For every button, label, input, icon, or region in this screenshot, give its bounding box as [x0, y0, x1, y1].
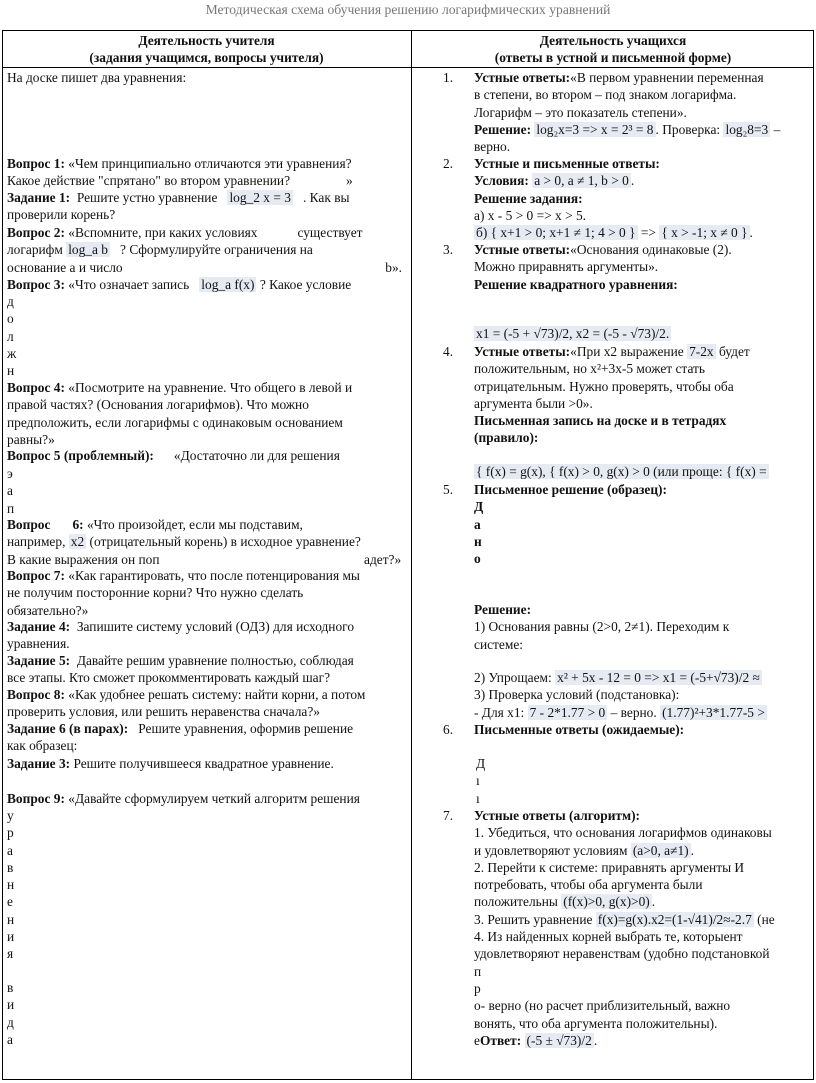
question-1: Вопрос 1: «Чем принципиально отличаются эти уравнения? Какое действие "спрятано" во втором уравнении? »: [7, 156, 353, 189]
student-column-header: [412, 32, 814, 66]
question-8: Вопрос 8: «Как удобнее решать систему: найти корни, а потом проверить условия, или решить неравенства сначала?»: [7, 687, 366, 720]
question-3: Вопрос 3: «Что означает запись log_a f(x) ? Какое условие: [7, 277, 352, 292]
answer-3-number: 3.: [443, 242, 454, 257]
answer-4: Устные ответы:«При x2 выражение 7-2x будет положительным, но x²+3x-5 может стать отрицательным. Нужно проверять, чтобы оба аргумента были >0». Письменная запись на доске и в тетрадях (правило):: [474, 344, 750, 446]
question-2-equation: log_a b: [68, 242, 108, 258]
teacher-header-subtitle: (задания учащимся, вопросы учителя): [89, 50, 324, 65]
answer-5-number: 5.: [443, 482, 454, 497]
answer-1-number: 1.: [443, 70, 454, 85]
answer-5-solution: Решение: 1) Основания равны (2>0, 2≠1). Переходим к системе:: [474, 602, 730, 652]
answer-7-number: 7.: [443, 808, 454, 823]
answer-4-number: 4.: [443, 344, 454, 359]
answer-7: Устные ответы (алгоритм): 1. Убедиться, что основания логарифмов одинаковы и удовлетворяют условиям (a>0, a≠1) . 2. Перейти к системе: приравнять аргументы И потребовать, чтобы оба аргумента были положительны (f(x)>0, g(x)>0) . 3. Решить уравнение f(x)=g(x).x2=(1-√41)/2≈-2.7 (не 4. Из найденных корней выбрать те, которыент удовлетворяют неравенствам (удобно подстановкой п р о- верно (но расчет приблизительный, важно вонять, что оба аргумента положительны). еОтвет: (-5 ± √73)/2 .: [474, 808, 775, 1048]
task-6: Задание 6 (в парах): Решите уравнения, оформив решение как образец:: [7, 721, 354, 754]
student-header-subtitle: (ответы в устной и письменной форме): [494, 50, 732, 65]
question-2: Вопрос 2: «Вспомните, при каких условиях существует логарифм log_a b ? Сформулируйте ограничения на основание a и число b».: [7, 225, 402, 275]
answer-1: Устные ответы:«В первом уравнении переменная в степени, во втором – под знаком логарифма. Логарифм – это показатель степени». Решение: log₂x=3 => x = 2³ = 8 . Проверка: log₂8=3 – верно.: [474, 70, 781, 155]
answer-2-number: 2.: [443, 156, 454, 171]
task-1: Задание 1: Решите устно уравнение log_2 x = 3 . Как вы проверили корень?: [7, 190, 350, 223]
teacher-column-header: [2, 32, 411, 66]
question-9: Вопрос 9: «Давайте сформулируем четкий алгоритм решения: [7, 791, 360, 806]
teacher-header-title: Деятельность учителя: [138, 33, 275, 48]
answer-6: Письменные ответы (ожидаемые):: [474, 722, 685, 737]
task-3: Задание 3: Решите получившееся квадратное уравнение.: [7, 756, 334, 771]
answer-6-vertical-text: Д ı ı: [476, 756, 486, 806]
answer-2: Устные и письменные ответы: Условия: a > 0, a ≠ 1, b > 0 . Решение задания: а) x - 5 > 0 => x > 5. б) { x+1 > 0; x+1 ≠ 1; 4 > 0 } => { x > -1; x ≠ 0 } .: [474, 156, 753, 241]
answer-3-roots: x1 = (-5 + √73)/2, x2 = (-5 - √73)/2.: [476, 326, 670, 341]
task-1-equation: log_2 x = 3: [229, 190, 291, 205]
answer-6-number: 6.: [443, 722, 454, 737]
page-title: Методическая схема обучения решению логарифмических уравнений: [205, 2, 611, 17]
column-divider: [411, 30, 412, 1080]
answer-5: Письменное решение (образец): Д а н о: [474, 482, 667, 567]
question-7: Вопрос 7: «Как гарантировать, что после потенцирования мы не получим посторонние корни? Что нужно сделать обязательно?»: [7, 568, 360, 618]
question-9-vertical-text-2: в и д а: [7, 980, 15, 1047]
question-5-vertical-text: э а п: [7, 466, 15, 516]
question-3-vertical-text: д о л ж н: [7, 294, 17, 379]
answer-3: Устные ответы:«Основания одинаковые (2). Можно приравнять аргументы». Решение квадратного уравнения:: [474, 242, 732, 292]
question-6-root: x2: [70, 534, 85, 550]
student-header-title: Деятельность учащихся: [539, 33, 687, 48]
task-4: Задание 4: Запишите систему условий (ОДЗ) для исходного уравнения.: [7, 619, 355, 652]
board-equations-text: На доске пишет два уравнения:: [7, 70, 187, 85]
question-9-vertical-text: у р а в н е н и я: [7, 808, 15, 962]
answer-4-rule: { f(x) = g(x), { f(x) > 0, g(x) > 0 (или проще: { f(x) =: [476, 464, 767, 479]
task-5: Задание 5: Давайте решим уравнение полностью, соблюдая все этапы. Кто сможет прокомментировать каждый шаг?: [7, 653, 354, 686]
header-divider: [2, 67, 814, 68]
question-5: Вопрос 5 (проблемный): «Достаточно ли для решения: [7, 448, 340, 463]
answer-5-steps: 2) Упрощаем: x² + 5x - 12 = 0 => x1 = (-5+√73)/2 ≈ 3) Проверка условий (подстановка): - Для x1: 7 - 2*1.77 > 0 – верно. (1.77)²+3*1.77-5 >: [474, 670, 765, 720]
question-3-equation: log_a f(x): [201, 277, 255, 292]
question-6: Вопрос 6: «Что произойдет, если мы подставим, например, x2 (отрицательный корень) в исходное уравнение? В какие выражения он поп адет?»: [7, 517, 402, 567]
question-4: Вопрос 4: «Посмотрите на уравнение. Что общего в левой и правой частях? (Основания логарифмов). Что можно предположить, если логарифмы с одинаковым основанием равны?»: [7, 380, 353, 447]
